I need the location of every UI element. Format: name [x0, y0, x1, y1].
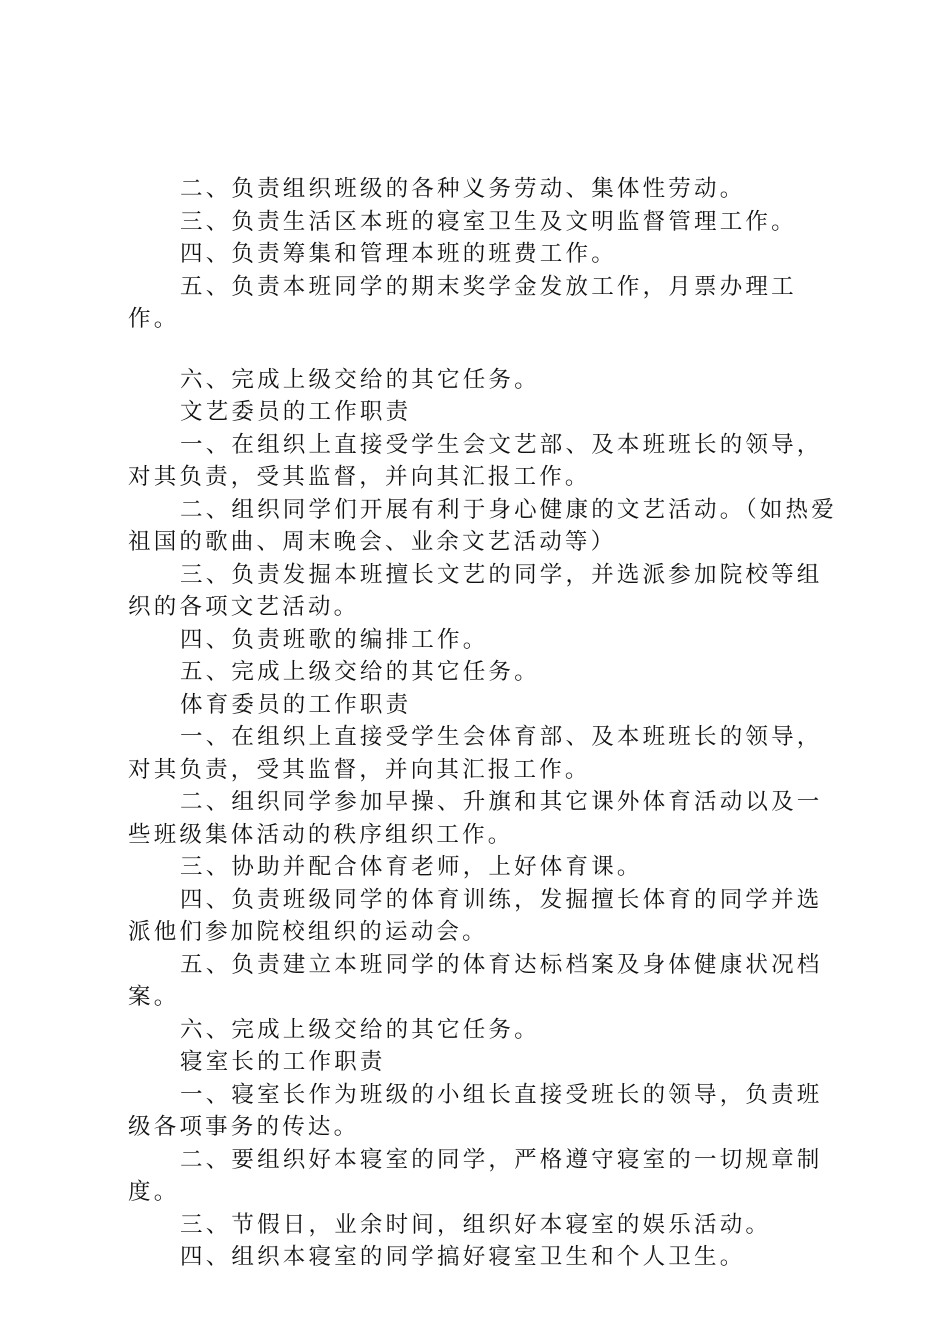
paragraph: 二、组织同学们开展有利于身心健康的文艺活动。（如热爱祖国的歌曲、周末晚会、业余文艺活动等）: [128, 496, 837, 555]
paragraph: 三、节假日，业余时间，组织好本寝室的娱乐活动。: [180, 1211, 772, 1238]
paragraph: 一、寝室长作为班级的小组长直接受班长的领导，负责班级各项事务的传达。: [128, 1081, 823, 1140]
paragraph: 二、要组织好本寝室的同学，严格遵守寝室的一切规章制度。: [128, 1146, 823, 1205]
paragraph-gap: [128, 336, 838, 364]
section-heading-arts-committee: 文艺委员的工作职责: [180, 399, 412, 425]
paragraph: 五、完成上级交给的其它任务。: [180, 659, 540, 685]
paragraph: 三、负责生活区本班的寝室卫生及文明监督管理工作。: [180, 208, 797, 235]
paragraph: 六、完成上级交给的其它任务。: [180, 366, 540, 393]
paragraph: 四、负责班歌的编排工作。: [180, 626, 489, 653]
paragraph: 四、组织本寝室的同学搞好寝室卫生和个人卫生。: [180, 1244, 746, 1270]
document-body: [128, 173, 838, 1274]
paragraph: 四、负责筹集和管理本班的班费工作。: [180, 241, 617, 267]
paragraph: 三、协助并配合体育老师，上好体育课。: [180, 854, 643, 880]
paragraph: 四、负责班级同学的体育训练，发掘擅长体育的同学并选派他们参加院校组织的运动会。: [128, 886, 823, 945]
section-heading-dorm-leader: 寝室长的工作职责: [180, 1049, 386, 1075]
paragraph: 二、负责组织班级的各种义务劳动、集体性劳动。: [180, 176, 746, 202]
paragraph: 一、在组织上直接受学生会体育部、及本班班长的领导，对其负责，受其监督，并向其汇报工作。: [128, 724, 823, 783]
paragraph: 六、完成上级交给的其它任务。: [180, 1016, 540, 1043]
paragraph: 二、组织同学参加早操、升旗和其它课外体育活动以及一些班级集体活动的秩序组织工作。: [128, 789, 823, 848]
paragraph: 三、负责发掘本班擅长文艺的同学，并选派参加院校等组织的各项文艺活动。: [128, 561, 823, 620]
paragraph: 五、负责本班同学的期末奖学金发放工作，月票办理工作。: [128, 273, 797, 332]
paragraph: 一、在组织上直接受学生会文艺部、及本班班长的领导，对其负责，受其监督，并向其汇报工作。: [128, 431, 823, 490]
section-heading-sports-committee: 体育委员的工作职责: [180, 691, 412, 718]
paragraph: 五、负责建立本班同学的体育达标档案及身体健康状况档案。: [128, 951, 823, 1010]
